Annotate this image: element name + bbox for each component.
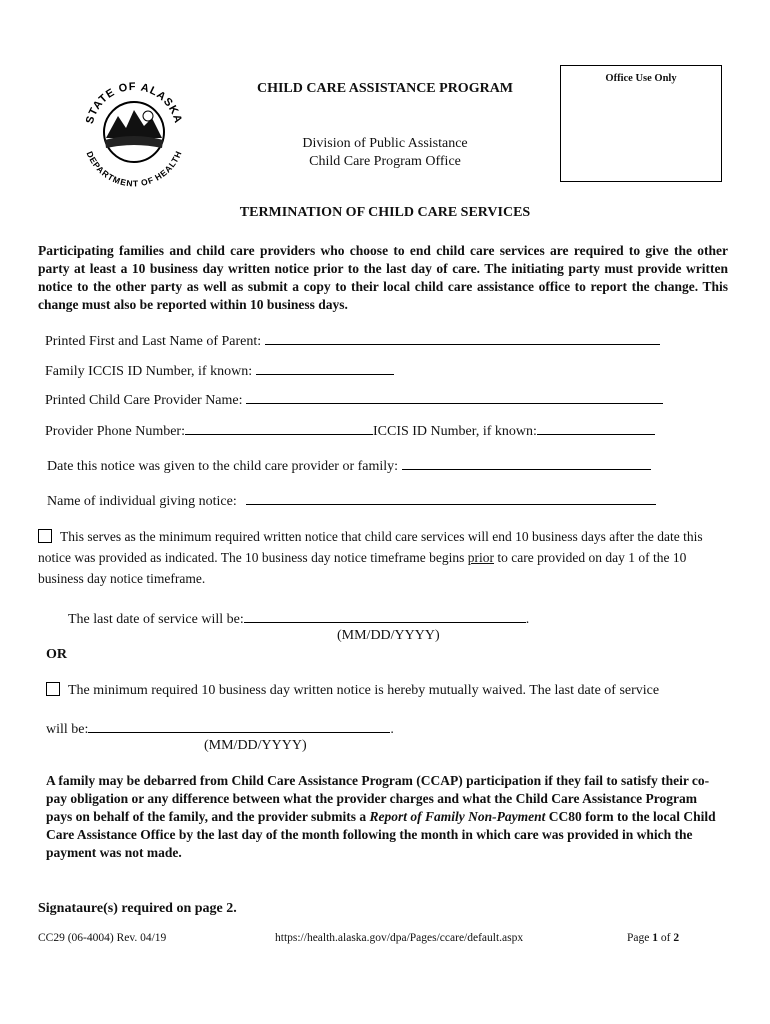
option2-date-line[interactable] xyxy=(88,718,390,733)
intro-paragraph: Participating families and child care providers who choose to end child care services are required to give the other party at least a 10 business day written notice prior to the last day of care. The initiating party must provide written notice to the other party as well as submit a copy to their local child care assistance office to report the change. This change must also be reported within 10 business days. xyxy=(38,243,728,312)
family-id-line[interactable] xyxy=(256,360,394,375)
program-title: CHILD CARE ASSISTANCE PROGRAM xyxy=(256,81,514,96)
footer-page-number xyxy=(627,932,679,944)
giver-name-label: Name of individual giving notice: xyxy=(47,494,237,509)
footer-page-prefix: Page xyxy=(627,932,650,944)
giver-name-row xyxy=(47,490,656,510)
last-date-row: The last date of service will be: . xyxy=(68,608,529,628)
office-use-label: Office Use Only xyxy=(605,73,677,84)
warning-form-name: Report of Family Non-Payment xyxy=(369,809,546,824)
division-name: Division of Public Assistance xyxy=(302,136,468,151)
provider-phone-row xyxy=(45,420,655,440)
form-title: TERMINATION OF CHILD CARE SERVICES xyxy=(239,205,531,220)
state-of-alaska-seal xyxy=(78,76,190,188)
footer-page-of: of xyxy=(660,932,671,944)
provider-phone-line[interactable] xyxy=(185,420,373,435)
option2-date-format: (MM/DD/YYYY) xyxy=(204,738,307,753)
giver-name-line[interactable] xyxy=(246,490,656,505)
option1-underlined: prior xyxy=(467,550,495,565)
provider-name-row xyxy=(45,389,663,409)
office-name: Child Care Program Office xyxy=(309,154,461,169)
notice-date-label: Date this notice was given to the child care provider or family: xyxy=(47,459,399,474)
last-date-format: (MM/DD/YYYY) xyxy=(337,628,440,643)
parent-name-label: Printed First and Last Name of Parent: xyxy=(45,334,262,349)
footer-page-current: 1 xyxy=(652,932,658,944)
division-block xyxy=(260,135,510,171)
family-id-label: Family ICCIS ID Number, if known: xyxy=(45,364,253,379)
family-id-row xyxy=(45,360,394,380)
footer-page-total: 2 xyxy=(673,932,680,944)
option1-checkbox[interactable] xyxy=(38,529,52,543)
option1-text-b: to care provided on day 1 of the 10 business day notice timeframe. xyxy=(38,550,687,586)
warning-text-b: CC80 form to the local Child Care Assistance Office by the last day of the month following the month in which care was provided in which the payment was not made. xyxy=(46,809,716,860)
debarment-warning xyxy=(46,772,726,862)
provider-name-line[interactable] xyxy=(246,389,663,404)
option2-checkbox[interactable] xyxy=(46,682,60,696)
warning-text-a: A family may be debarred from Child Care Assistance Program (CCAP) participation if they fail to satisfy their co-pay obligation or any difference between what the provider charges and what the Child Care Assistance Program pays on behalf of the family, and the provider submits a xyxy=(46,773,710,824)
option2-text: The minimum required 10 business day written notice is hereby mutually waived. The last date of service xyxy=(68,683,660,698)
parent-name-line[interactable] xyxy=(265,330,660,345)
option1-paragraph xyxy=(38,526,728,589)
notice-date-row xyxy=(47,455,651,475)
seal-top-text: STATE OF ALASKA xyxy=(83,80,185,126)
notice-date-line[interactable] xyxy=(402,455,651,470)
option2-row xyxy=(46,682,659,699)
option1-text-a: This serves as the minimum required written notice that child care services will end 10 business days after the date this notice was provided as indicated. The 10 business day notice timeframe begins xyxy=(38,529,703,565)
provider-name-label: Printed Child Care Provider Name: xyxy=(45,393,243,408)
seal-bottom-text: DEPARTMENT OF HEALTH xyxy=(84,149,184,188)
or-label: OR xyxy=(46,647,67,662)
provider-phone-label: Provider Phone Number: xyxy=(45,424,185,439)
parent-name-row xyxy=(45,330,660,350)
last-date-label: The last date of service will be: xyxy=(68,612,244,627)
iccis-id-line[interactable] xyxy=(537,420,655,435)
option2-date-row: will be: . xyxy=(46,718,394,738)
footer-url[interactable]: https://health.alaska.gov/dpa/Pages/ccare/default.aspx xyxy=(275,932,524,944)
last-date-line[interactable] xyxy=(244,608,526,623)
iccis-id-label: ICCIS ID Number, if known: xyxy=(372,424,537,439)
office-use-box xyxy=(560,65,722,182)
signatures-note: Signataure(s) required on page 2. xyxy=(38,901,237,916)
footer-form-id: CC29 (06-4004) Rev. 04/19 xyxy=(38,932,167,944)
option2-will-be-label: will be: xyxy=(46,722,89,737)
